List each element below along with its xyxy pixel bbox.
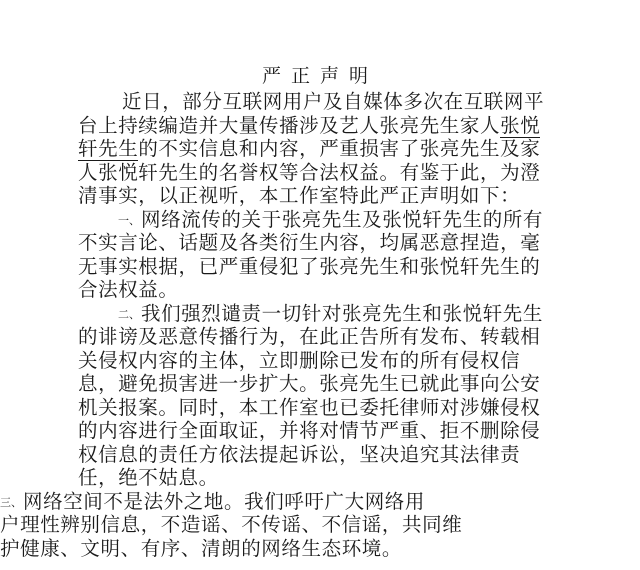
underlined-name: 轩先生 xyxy=(78,137,139,160)
text-line: 清事实，以正视听，本工作室特此严正声明如下： xyxy=(78,184,521,207)
item-number: 三、 xyxy=(0,495,22,509)
text-line: 户理性辨别信息，不造谣、不传谣、不信谣，共同维 xyxy=(0,513,463,536)
text-line: 护健康、文明、有序、清朗的网络生态环境。 xyxy=(0,536,403,560)
item-number: 二、 xyxy=(118,307,140,321)
text-line: 近日，部分互联网用户及自媒体多次在互联网平 xyxy=(122,90,545,113)
text-line: 台上持续编造并大量传播涉及艺人张亮先生家人张悦 xyxy=(78,113,541,137)
text-line: 人张悦轩先生的名誉权等合法权益。有鉴于此，为澄 xyxy=(78,160,541,184)
statement-title: 严正声明 xyxy=(261,65,378,87)
text-line: 任，绝不姑息。 xyxy=(78,466,219,489)
text-line: 的诽谤及恶意传播行为，在此正告所有发布、转载相 xyxy=(78,325,541,348)
text-line: 息，避免损害进一步扩大。张亮先生已就此事向公安 xyxy=(78,372,541,395)
paragraph-1-first-line: 一、网络流传的关于张亮先生及张悦轩先生的所有 xyxy=(118,207,544,231)
underlined-name: 张悦 xyxy=(500,113,541,137)
paragraph-2-first-line: 二、我们强烈谴责一切针对张亮先生和张悦轩先生 xyxy=(118,301,544,325)
text-line: 的内容进行全面取证，并将对情节严重、拒不删除侵 xyxy=(78,419,541,442)
text-line: 无事实根据，已严重侵犯了张亮先生和张悦轩先生的 xyxy=(78,254,541,278)
text-line: 合法权益。 xyxy=(78,278,179,301)
text-line: 权信息的责任方依法提起诉讼，坚决追究其法律责 xyxy=(78,442,521,466)
paragraph-3-first-line: 三、网络空间不是法外之地。我们呼吁广大网络用 xyxy=(0,489,426,513)
text-line: 机关报案。同时，本工作室也已委托律师对涉嫌侵权 xyxy=(78,395,541,419)
text-line: 关侵权内容的主体，立即删除已发布的所有侵权信 xyxy=(78,348,521,372)
text-line: 轩先生的不实信息和内容，严重损害了张亮先生及家 xyxy=(78,137,541,160)
item-number: 一、 xyxy=(118,213,140,227)
text-line: 不实言论、话题及各类衍生内容，均属恶意捏造，毫 xyxy=(78,231,541,254)
